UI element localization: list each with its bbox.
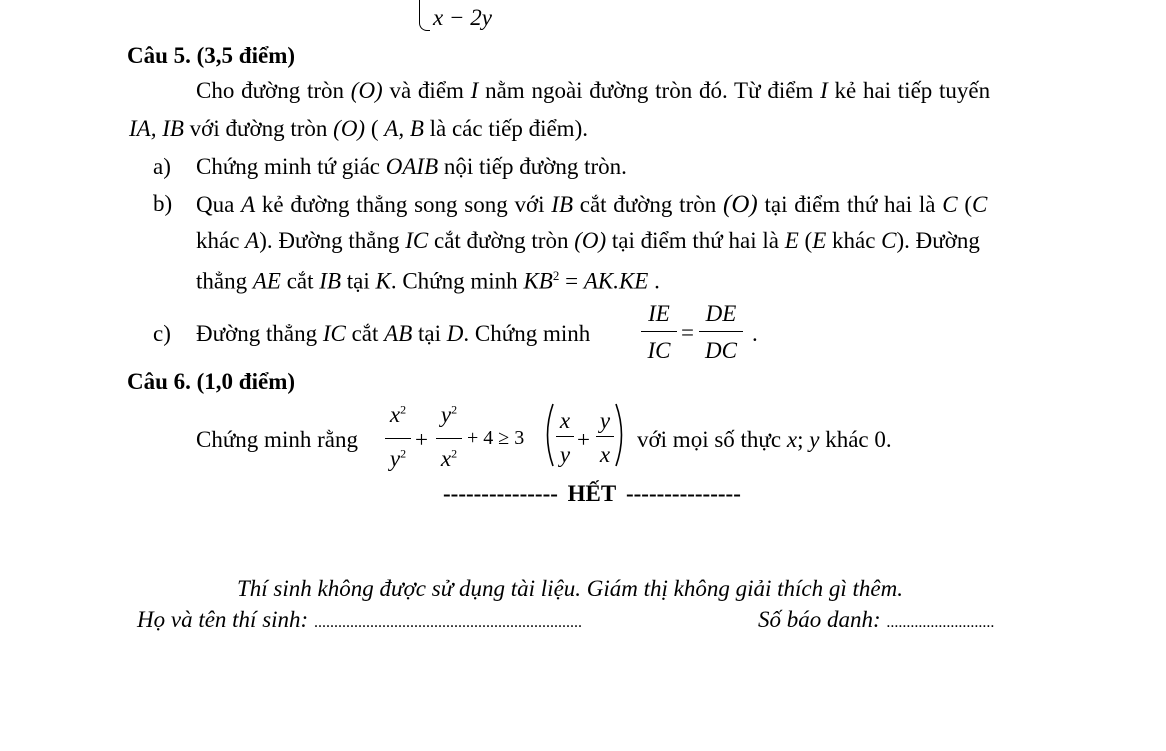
candidate-name-label: Họ và tên thí sinh: <box>137 607 314 632</box>
q6-plus2: + <box>577 427 590 452</box>
q6-frac3-bar <box>556 436 574 437</box>
q5-intro-line1: Cho đường tròn (O) và điểm I nằm ngoài đường tròn đó. Từ điểm I kẻ hai tiếp tuyến <box>196 78 991 103</box>
footer-note: Thí sinh không được sử dụng tài liệu. Giám thị không giải thích gì thêm. <box>237 576 903 601</box>
q6-frac4-num: y <box>599 408 611 433</box>
q6-left-paren <box>541 402 555 468</box>
end-label: HẾT <box>567 481 617 506</box>
q5-a-label: a) <box>153 154 171 179</box>
q5-b-line3: thẳng AE cắt IB tại K. Chứng minh $KB^2 = AK.KE$ . <box>196 268 660 294</box>
system-brace-fragment <box>419 0 430 31</box>
footer-name-line <box>137 608 582 631</box>
q5-c-frac2-num: DE <box>705 301 737 326</box>
end-dashes-right: --------------- <box>625 481 741 506</box>
q6-frac3-num: x <box>559 408 571 433</box>
q5-c-label: c) <box>153 321 171 346</box>
q5-c-end: . <box>752 321 758 346</box>
q6-heading: Câu 6. (1,0 điểm) <box>127 369 296 394</box>
q5-a-text: Chứng minh tứ giác OAIB nội tiếp đường tròn. <box>196 154 627 179</box>
q6-frac2-bar <box>436 438 462 439</box>
q5-c-equals: = <box>681 320 694 345</box>
q5-intro-line2: IA, IB với đường tròn (O) ( A, B là các tiếp điểm). <box>129 116 588 141</box>
candidate-name-field: ................................................................... <box>313 614 582 631</box>
footer-id-line <box>758 608 994 631</box>
q5-b-line1: Qua A kẻ đường thẳng song song với IB cắt đường tròn (O) tại điểm thứ hai là C (C <box>196 191 988 218</box>
q6-frac4-den: x <box>599 442 611 467</box>
q6-lead: Chứng minh rằng <box>196 427 358 452</box>
q6-plus4-geq3: + 4 ≥ 3 <box>467 427 525 449</box>
q5-c-frac1-den: IC <box>647 338 671 363</box>
q5-c-text: Đường thẳng IC cắt AB tại D. Chứng minh <box>196 321 591 346</box>
q6-tail: với mọi số thực x; y khác 0. <box>637 427 892 452</box>
candidate-id-label: Số báo danh: <box>758 607 887 632</box>
q5-b-line2: khác A). Đường thẳng IC cắt đường tròn (O) tại điểm thứ hai là E (E khác C). Đường <box>196 228 980 253</box>
q5-c-frac1-bar <box>641 331 677 332</box>
q5-b-label: b) <box>153 191 173 216</box>
end-marker <box>443 482 741 505</box>
q6-frac2-num: $y^2$ <box>440 402 458 427</box>
q6-plus1: + <box>415 427 428 452</box>
top-expression-fragment: x − 2y <box>433 5 492 30</box>
q6-frac1-den: $y^2$ <box>389 446 407 471</box>
q6-frac3-den: y <box>559 442 571 467</box>
q5-c-frac2-den: DC <box>705 338 737 363</box>
q6-frac1-num: $x^2$ <box>389 402 407 427</box>
q5-heading: Câu 5. (3,5 điểm) <box>127 43 296 68</box>
q6-frac4-bar <box>596 436 614 437</box>
q6-frac1-bar <box>385 438 411 439</box>
candidate-id-field: ........................... <box>886 614 995 631</box>
q5-c-frac2-bar <box>699 331 743 332</box>
end-dashes-left: --------------- <box>443 481 558 506</box>
q5-c-frac1-num: IE <box>648 301 670 326</box>
q6-frac2-den: $x^2$ <box>440 446 458 471</box>
q6-right-paren <box>614 402 628 468</box>
